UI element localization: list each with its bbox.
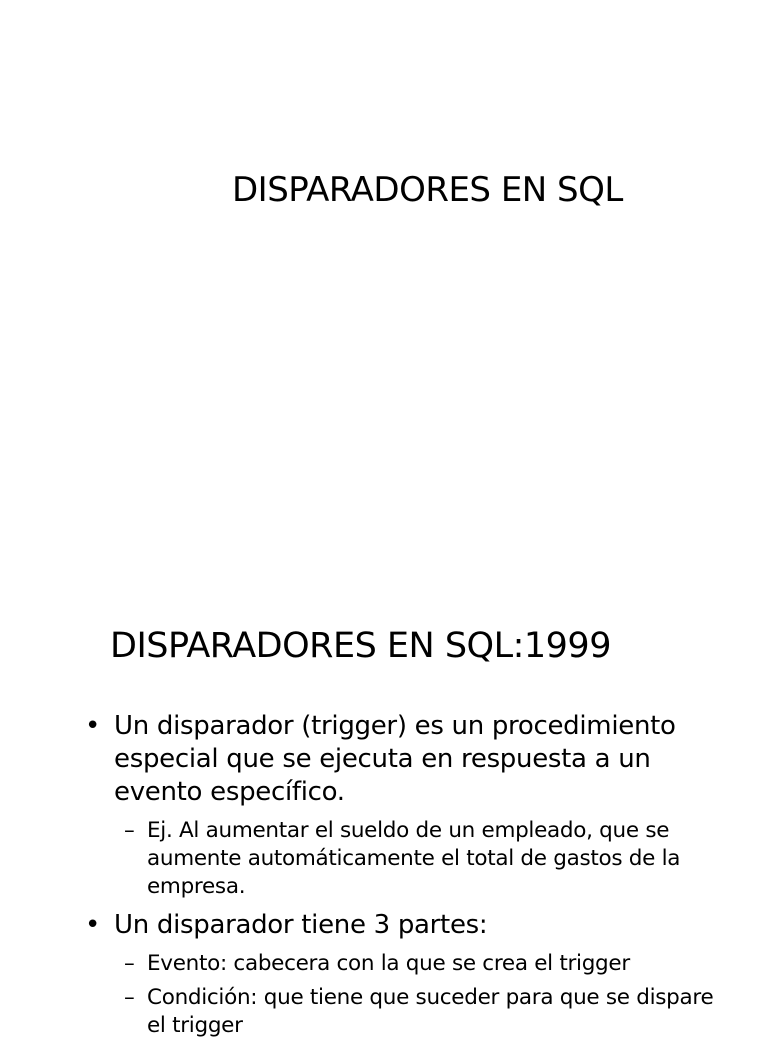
sub-bullet-text: Ej. Al aumentar el sueldo de un empleado, que se aumente automáticamente el total de gastos de la empresa. (147, 818, 681, 899)
bullet-text: Un disparador tiene 3 partes: (114, 910, 488, 940)
sub-bullet-text: Evento: cabecera con la que se crea el trigger (147, 951, 630, 976)
bullet-text: Un disparador (trigger) es un procedimiento especial que se ejecuta en respuesta a un evento específico. (114, 711, 676, 807)
bullet-list (0, 710, 768, 1040)
slide-title: DISPARADORES EN SQL (232, 170, 623, 210)
bullet-marker: • (85, 711, 101, 741)
dash-marker: – (124, 985, 135, 1010)
bullet-marker: • (85, 910, 101, 940)
sub-bullet-item (0, 950, 768, 978)
dash-marker: – (124, 818, 135, 843)
sub-bullet-text: Condición: que tiene que suceder para que se dispare el trigger (147, 985, 714, 1038)
slide-title: DISPARADORES EN SQL:1999 (110, 626, 611, 666)
dash-marker: – (124, 951, 135, 976)
sub-bullet-item (0, 984, 768, 1040)
bullet-item (0, 909, 768, 942)
sub-bullet-item (0, 817, 768, 901)
slide-2 (0, 560, 768, 1038)
bullet-item (0, 710, 768, 809)
